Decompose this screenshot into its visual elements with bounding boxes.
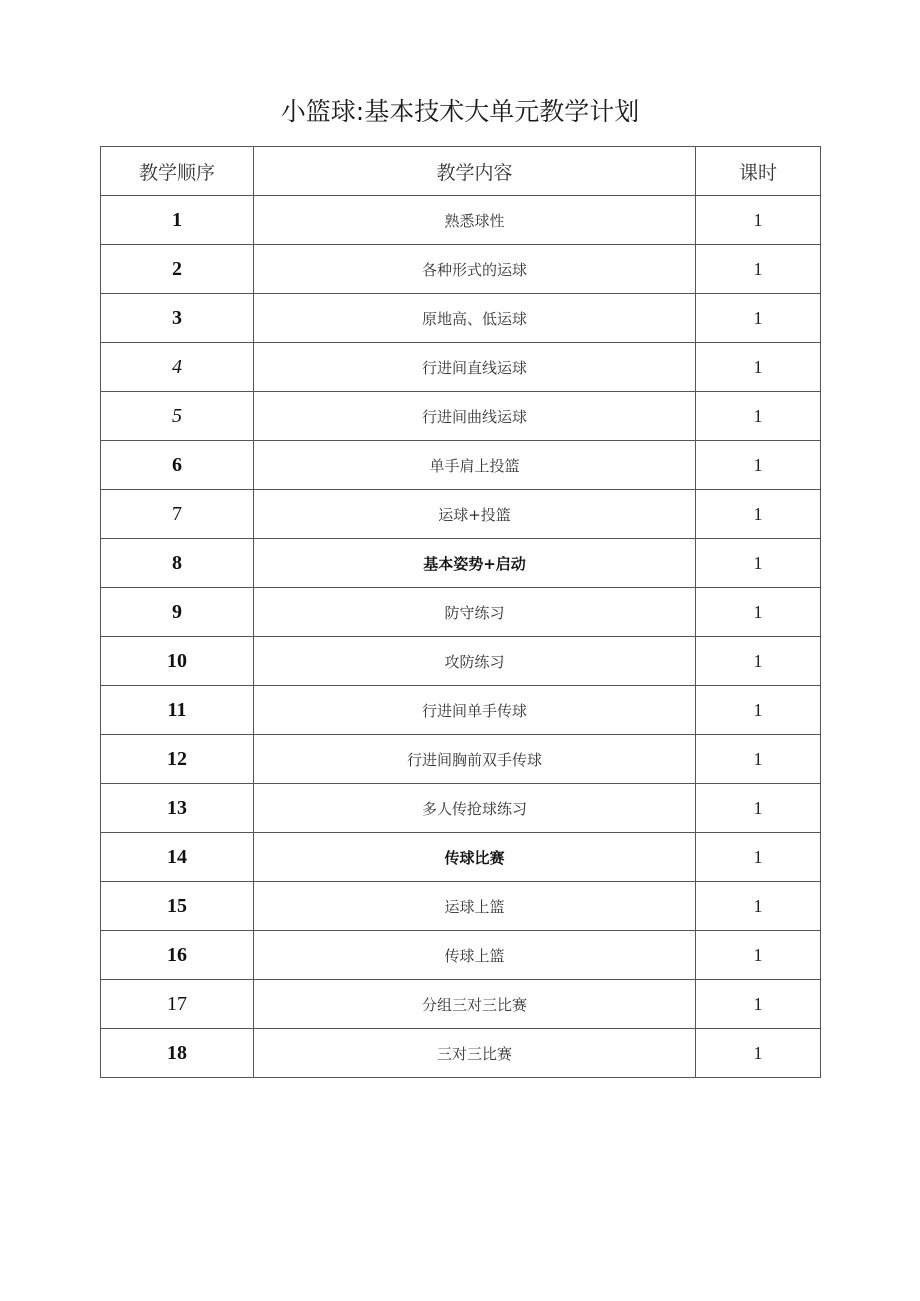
row-hours: 1 — [696, 882, 821, 931]
row-hours: 1 — [696, 588, 821, 637]
row-content: 传球比赛 — [254, 833, 696, 882]
table-row — [101, 392, 821, 441]
row-sequence: 18 — [101, 1029, 254, 1078]
table-row — [101, 539, 821, 588]
row-content: 各种形式的运球 — [254, 245, 696, 294]
table-row — [101, 1029, 821, 1078]
table-row — [101, 637, 821, 686]
row-hours: 1 — [696, 784, 821, 833]
row-content: 分组三对三比赛 — [254, 980, 696, 1029]
table-row — [101, 833, 821, 882]
table-row — [101, 343, 821, 392]
row-sequence: 14 — [101, 833, 254, 882]
row-hours: 1 — [696, 196, 821, 245]
header-content: 教学内容 — [254, 147, 696, 196]
row-hours: 1 — [696, 539, 821, 588]
table-row — [101, 931, 821, 980]
table-row — [101, 196, 821, 245]
row-content: 行进间曲线运球 — [254, 392, 696, 441]
row-content: 熟悉球性 — [254, 196, 696, 245]
header-hours: 课时 — [696, 147, 821, 196]
row-hours: 1 — [696, 833, 821, 882]
row-content: 单手肩上投篮 — [254, 441, 696, 490]
table-body — [101, 196, 821, 1078]
row-sequence: 5 — [101, 392, 254, 441]
table-row — [101, 980, 821, 1029]
row-content: 防守练习 — [254, 588, 696, 637]
row-sequence: 16 — [101, 931, 254, 980]
row-sequence: 8 — [101, 539, 254, 588]
table-row — [101, 882, 821, 931]
table-row — [101, 245, 821, 294]
row-sequence: 15 — [101, 882, 254, 931]
row-content: 行进间直线运球 — [254, 343, 696, 392]
page-title: 小篮球:基本技术大单元教学计划 — [280, 97, 640, 126]
table-row — [101, 490, 821, 539]
row-hours: 1 — [696, 980, 821, 1029]
row-sequence: 4 — [101, 343, 254, 392]
table-header — [101, 147, 821, 196]
row-hours: 1 — [696, 343, 821, 392]
row-sequence: 17 — [101, 980, 254, 1029]
row-content: 原地高、低运球 — [254, 294, 696, 343]
row-hours: 1 — [696, 441, 821, 490]
row-content: 行进间胸前双手传球 — [254, 735, 696, 784]
table-row — [101, 294, 821, 343]
row-content: 传球上篮 — [254, 931, 696, 980]
row-sequence: 6 — [101, 441, 254, 490]
row-hours: 1 — [696, 245, 821, 294]
row-hours: 1 — [696, 735, 821, 784]
header-sequence: 教学顺序 — [101, 147, 254, 196]
row-content: 行进间单手传球 — [254, 686, 696, 735]
row-content: 基本姿势+启动 — [254, 539, 696, 588]
row-content: 运球上篮 — [254, 882, 696, 931]
row-sequence: 10 — [101, 637, 254, 686]
teaching-plan-table — [100, 146, 821, 1078]
row-hours: 1 — [696, 1029, 821, 1078]
row-sequence: 13 — [101, 784, 254, 833]
table-row — [101, 686, 821, 735]
row-sequence: 2 — [101, 245, 254, 294]
row-content: 多人传抢球练习 — [254, 784, 696, 833]
table-row — [101, 735, 821, 784]
row-hours: 1 — [696, 294, 821, 343]
row-sequence: 3 — [101, 294, 254, 343]
table-row — [101, 588, 821, 637]
row-content: 运球+投篮 — [254, 490, 696, 539]
row-sequence: 9 — [101, 588, 254, 637]
row-sequence: 1 — [101, 196, 254, 245]
row-content: 三对三比赛 — [254, 1029, 696, 1078]
header-row — [101, 147, 821, 196]
row-sequence: 11 — [101, 686, 254, 735]
row-hours: 1 — [696, 686, 821, 735]
row-hours: 1 — [696, 637, 821, 686]
row-content: 攻防练习 — [254, 637, 696, 686]
table-row — [101, 784, 821, 833]
row-hours: 1 — [696, 392, 821, 441]
row-sequence: 7 — [101, 490, 254, 539]
row-hours: 1 — [696, 931, 821, 980]
row-sequence: 12 — [101, 735, 254, 784]
row-hours: 1 — [696, 490, 821, 539]
table-row — [101, 441, 821, 490]
